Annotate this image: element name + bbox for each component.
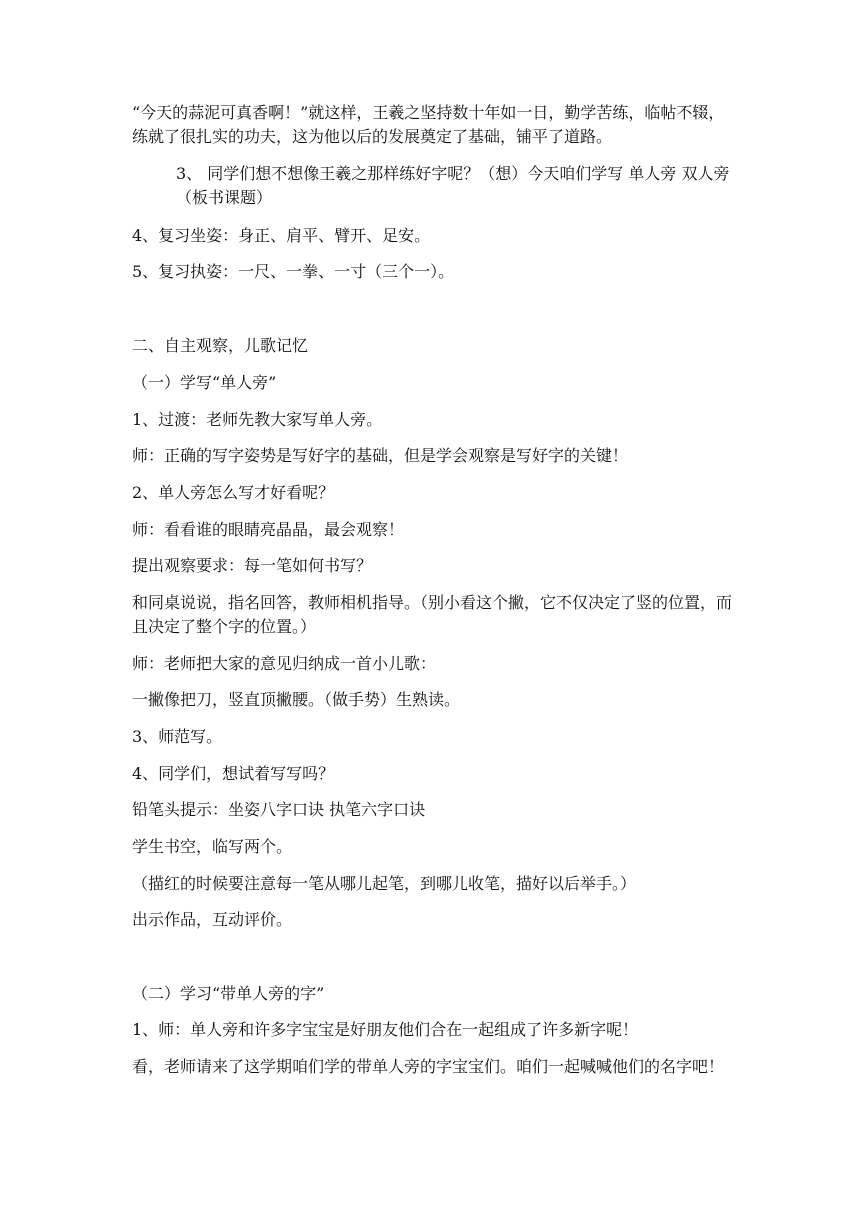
paragraph-demo: 3、师范写。 bbox=[132, 727, 223, 746]
paragraph-question: 2、单人旁怎么写才好看呢？ bbox=[132, 483, 335, 502]
subsection-heading-2: （二）学习“带单人旁的字” bbox=[132, 984, 325, 1003]
paragraph-pencil-tip: 铅笔头提示：坐姿八字口诀 执笔六字口诀 bbox=[132, 800, 426, 819]
paragraph-teacher-1: 师：正确的写字姿势是写好字的基础，但是学会观察是写好字的关键！ bbox=[132, 446, 629, 465]
paragraph-step-5: 5、复习执姿：一尺、一拳、一寸（三个一）。 bbox=[132, 262, 455, 281]
paragraph-story-ending: “今天的蒜泥可真香啊！”就这样，王羲之坚持数十年如一日，勤学苦练，临帖不辍，练就了很扎实的功夫，这为他以后的发展奠定了基础，铺平了道路。 bbox=[132, 103, 725, 146]
paragraph-tracing: （描红的时候要注意每一笔从哪儿起笔，到哪儿收笔，描好以后举手。） bbox=[132, 874, 637, 893]
paragraph-teacher-3: 师：老师把大家的意见归纳成一首小儿歌： bbox=[132, 654, 437, 673]
section-heading-2: 二、自主观察，儿歌记忆 bbox=[132, 336, 309, 355]
paragraph-transition: 1、过渡：老师先教大家写单人旁。 bbox=[132, 410, 383, 429]
paragraph-step-3: 3、 同学们想不想像王羲之那样练好字呢？（想）今天咱们学写 单人旁 双人旁（板书课题） bbox=[176, 164, 730, 207]
paragraph-discussion: 和同桌说说，指名回答，教师相机指导。（别小看这个撇，它不仅决定了竖的位置，而且决定了整个字的位置。） bbox=[132, 593, 733, 636]
paragraph-characters: 看，老师请来了这学期咱们学的带单人旁的字宝宝们。咱们一起喊喊他们的名字吧！ bbox=[132, 1057, 725, 1076]
paragraph-try: 4、同学们，想试着写写吗？ bbox=[132, 764, 335, 783]
paragraph-rhyme: 一撇像把刀，竖直顶撇腰。（做手势）生熟读。 bbox=[132, 690, 461, 709]
paragraph-practice: 学生书空，临写两个。 bbox=[132, 837, 293, 856]
paragraph-teacher-2: 师：看看谁的眼睛亮晶晶，最会观察！ bbox=[132, 520, 405, 539]
paragraph-requirement: 提出观察要求：每一笔如何书写？ bbox=[132, 556, 373, 575]
paragraph-step-4: 4、复习坐姿：身正、肩平、臂开、足安。 bbox=[132, 226, 431, 245]
paragraph-friends: 1、师：单人旁和许多字宝宝是好朋友他们合在一起组成了许多新字呢！ bbox=[132, 1020, 639, 1039]
subsection-heading-1: （一）学写“单人旁” bbox=[132, 373, 277, 392]
paragraph-evaluation: 出示作品，互动评价。 bbox=[132, 910, 293, 929]
